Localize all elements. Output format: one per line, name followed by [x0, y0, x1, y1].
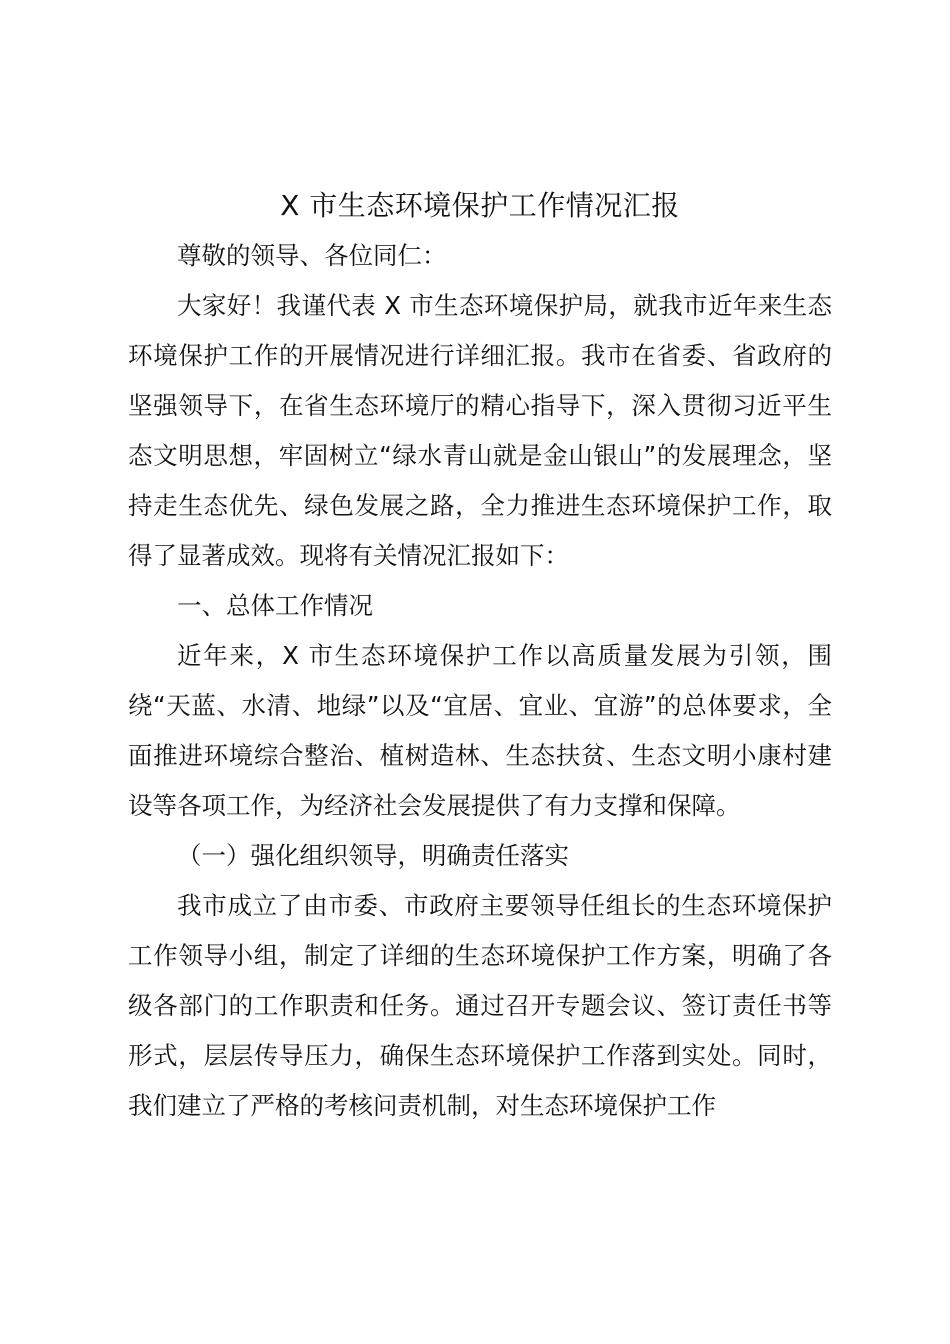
intro-paragraph: 大家好！我谨代表 X 市生态环境保护局，就我市近年来生态环境保护工作的开展情况进行详细汇报。我市在省委、省政府的坚强领导下，在省生态环境厅的精心指导下，深入贯彻习近平生态文明思想，牢固树立“绿水青山就是金山银山”的发展理念，坚持走生态优先、绿色发展之路，全力推进生态环境保护工作，取得了显著成效。现将有关情况汇报如下： [128, 291, 832, 570]
salutation-paragraph: 尊敬的领导、各位同仁： [177, 241, 447, 270]
document-body [128, 181, 832, 1131]
organization-paragraph: 我市成立了由市委、市政府主要领导任组长的生态环境保护工作领导小组，制定了详细的生态环境保护工作方案，明确了各级各部门的工作职责和任务。通过召开专题会议、签订责任书等形式，层层传导压力，确保生态环境保护工作落到实处。同时，我们建立了严格的考核问责机制，对生态环境保护工作 [128, 891, 832, 1120]
subsection-heading-organization: （一）强化组织领导，明确责任落实 [177, 841, 569, 870]
document-title: X 市生态环境保护工作情况汇报 [280, 189, 680, 222]
overall-paragraph: 近年来，X 市生态环境保护工作以高质量发展为引领，围绕“天蓝、水清、地绿”以及“宜居、宜业、宜游”的总体要求，全面推进环境综合整治、植树造林、生态扶贫、生态文明小康村建设等各项工作，为经济社会发展提供了有力支撑和保障。 [128, 641, 832, 820]
section-heading-overall: 一、总体工作情况 [177, 591, 373, 620]
